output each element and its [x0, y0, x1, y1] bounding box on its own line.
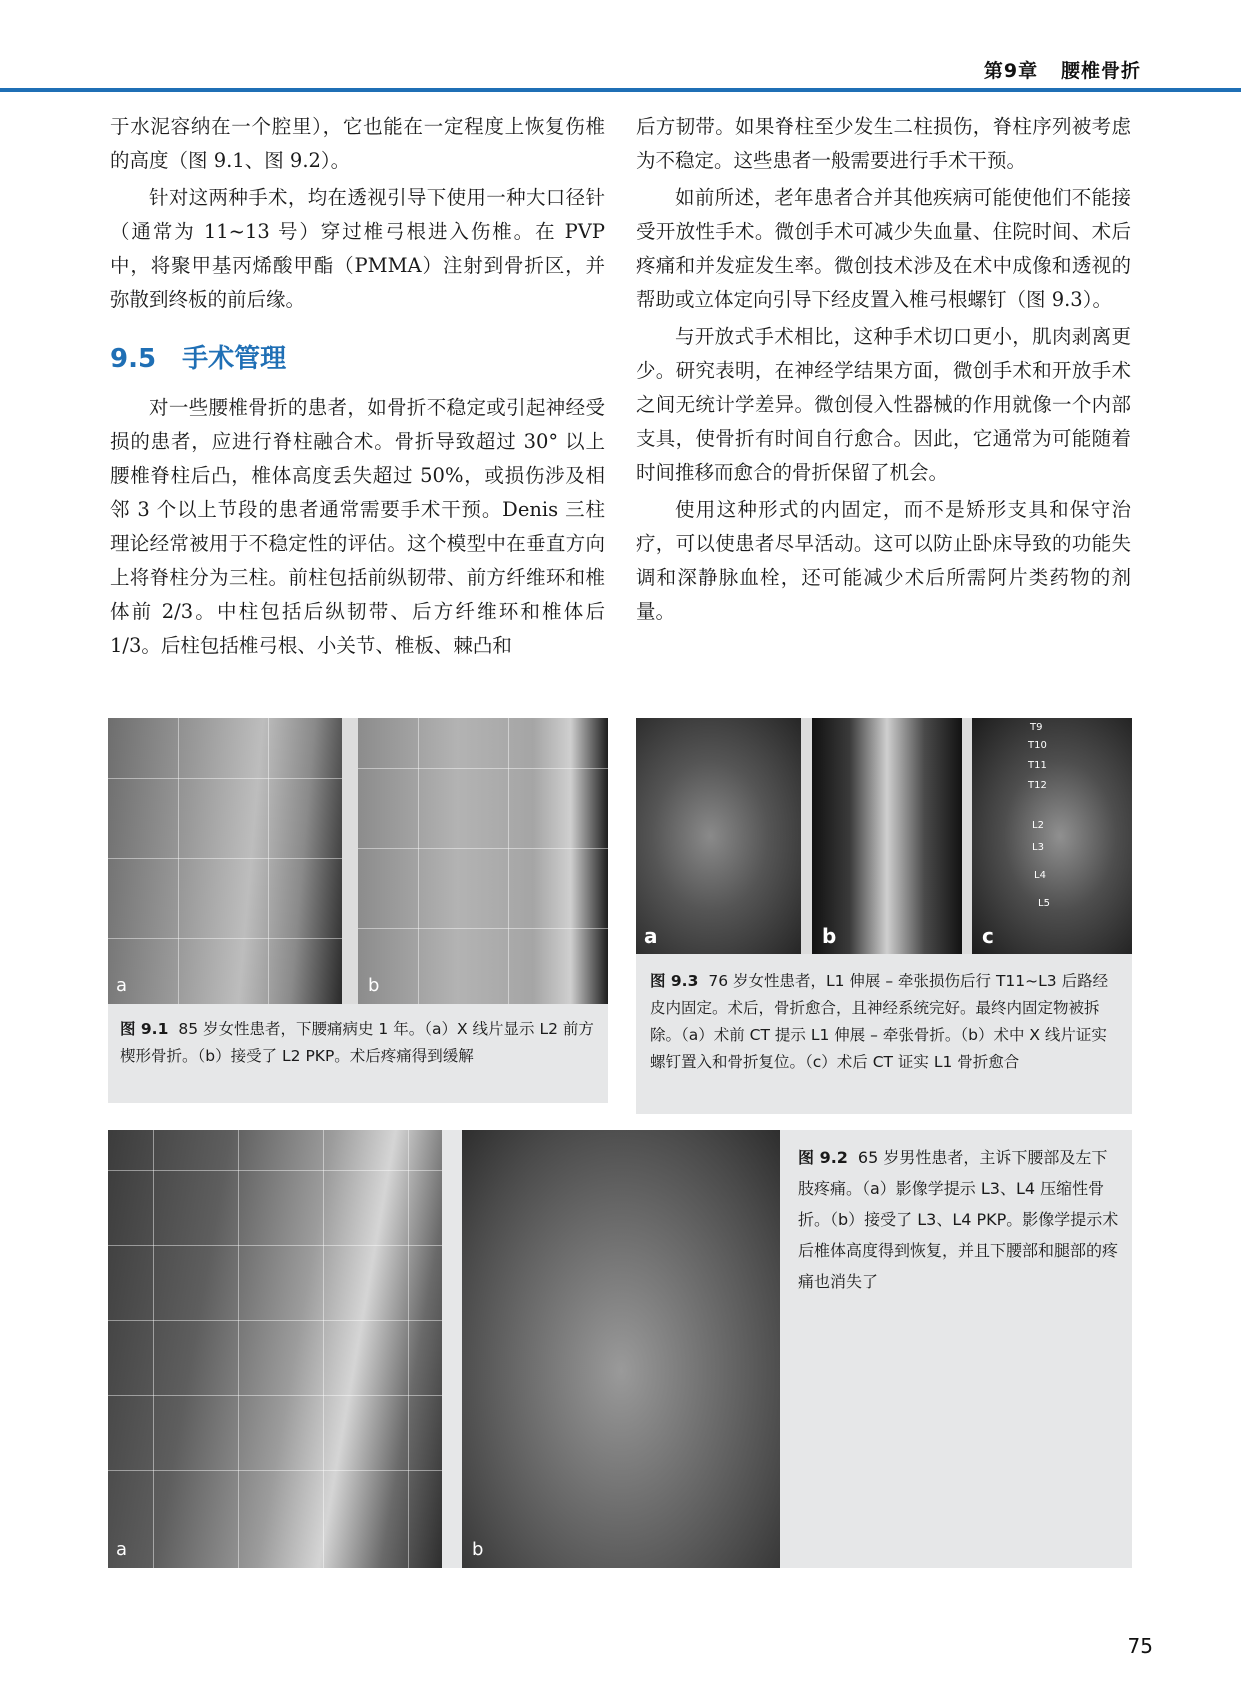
- vertebra-label: T11: [1028, 760, 1047, 771]
- panel-label: b: [472, 1539, 484, 1560]
- panel-label: a: [116, 1539, 128, 1560]
- panel-label: c: [982, 924, 994, 948]
- xray-image-a: [108, 1130, 442, 1568]
- xray-image-b: [462, 1130, 780, 1568]
- header-rule: [0, 88, 1241, 92]
- left-column: [110, 110, 605, 666]
- right-column: [636, 110, 1131, 632]
- xray-image-a: [108, 718, 342, 1004]
- chapter-title: 腰椎骨折: [1060, 60, 1141, 82]
- vertebra-label: T10: [1028, 740, 1047, 751]
- paragraph: 对一些腰椎骨折的患者，如骨折不稳定或引起神经受损的患者，应进行脊柱融合术。骨折导致超过 30° 以上腰椎脊柱后凸，椎体高度丢失超过 50%，或损伤涉及相邻 3 个以上节段的患者通常需要手术干预。Denis 三柱理论经常被用于不稳定性的评估。这个模型中在垂直方向上将脊柱分为三柱。前柱包括前纵韧带、前方纤维环和椎体前 2/3。中柱包括后纵韧带、后方纤维环和椎体后 1/3。后柱包括椎弓根、小关节、椎板、棘凸和: [110, 396, 605, 657]
- vertebra-label: L5: [1038, 898, 1050, 909]
- paragraph: 如前所述，老年患者合并其他疾病可能使他们不能接受开放性手术。微创手术可减少失血量、住院时间、术后疼痛和并发症发生率。微创技术涉及在术中成像和透视的帮助或立体定向引导下经皮置入椎弓根螺钉（图 9.3）。: [636, 186, 1131, 311]
- figure-caption: [636, 954, 1132, 1114]
- xray-image-b: [358, 718, 608, 1004]
- caption-text: 65 岁男性患者，主诉下腰部及左下肢疼痛。（a）影像学提示 L3、L4 压缩性骨折。（b）接受了 L3、L4 PKP。影像学提示术后椎体高度得到恢复，并且下腰部和腿部的疼痛也消失了: [798, 1148, 1119, 1291]
- caption-label: 图 9.2: [798, 1148, 848, 1167]
- figure-9-1: [108, 718, 608, 1103]
- vertebra-label: T12: [1028, 780, 1047, 791]
- chapter-number: 第9章: [983, 60, 1039, 82]
- caption-label: 图 9.3: [650, 972, 699, 990]
- panel-label: a: [644, 924, 658, 948]
- running-header: [984, 56, 1141, 83]
- vertebra-label: L4: [1034, 870, 1046, 881]
- vertebra-label: T9: [1030, 722, 1043, 733]
- panel-label: b: [822, 924, 837, 948]
- caption-text: 76 岁女性患者，L1 伸展 – 牵张损伤后行 T11~L3 后路经皮内固定。术后，骨折愈合，且神经系统完好。最终内固定物被拆除。（a）术前 CT 提示 L1 伸展 – 牵张骨折。（b）术中 X 线片证实螺钉置入和骨折复位。（c）术后 CT 证实 L1 骨折愈合: [650, 972, 1109, 1071]
- vertebra-label: L3: [1032, 842, 1044, 853]
- panel-label: a: [116, 975, 128, 996]
- paragraph: 后方韧带。如果脊柱至少发生二柱损伤，脊柱序列被考虑为不稳定。这些患者一般需要进行手术干预。: [636, 115, 1131, 172]
- ct-image-a: [636, 718, 801, 954]
- caption-text: 85 岁女性患者，下腰痛病史 1 年。（a）X 线片显示 L2 前方楔形骨折。（b）接受了 L2 PKP。术后疼痛得到缓解: [120, 1020, 594, 1065]
- page-number: 75: [1127, 1634, 1153, 1658]
- section-heading: [110, 339, 605, 379]
- figure-9-3: [636, 718, 1132, 1114]
- xray-image-b: [812, 718, 962, 954]
- ct-image-c: [972, 718, 1132, 954]
- panel-label: b: [368, 975, 380, 996]
- paragraph: 与开放式手术相比，这种手术切口更小，肌肉剥离更少。研究表明，在神经学结果方面，微创手术和开放手术之间无统计学差异。微创侵入性器械的作用就像一个内部支具，使骨折有时间自行愈合。因此，它通常为可能随着时间推移而愈合的骨折保留了机会。: [636, 325, 1131, 484]
- paragraph: 针对这两种手术，均在透视引导下使用一种大口径针（通常为 11~13 号）穿过椎弓根进入伤椎。在 PVP 中，将聚甲基丙烯酸甲酯（PMMA）注射到骨折区，并弥散到终板的前后缘。: [110, 186, 605, 311]
- figure-9-2: [108, 1130, 1132, 1568]
- paragraph: 使用这种形式的内固定，而不是矫形支具和保守治疗，可以使患者尽早活动。这可以防止卧床导致的功能失调和深静脉血栓，还可能减少术后所需阿片类药物的剂量。: [636, 498, 1131, 623]
- caption-label: 图 9.1: [120, 1020, 169, 1038]
- section-number: 9.5: [110, 344, 157, 374]
- vertebra-label: L2: [1032, 820, 1044, 831]
- section-title: 手术管理: [182, 344, 287, 374]
- paragraph: 于水泥容纳在一个腔里），它也能在一定程度上恢复伤椎的高度（图 9.1、图 9.2）。: [110, 115, 605, 172]
- figure-caption: [108, 1004, 608, 1103]
- figure-caption: [788, 1138, 1132, 1298]
